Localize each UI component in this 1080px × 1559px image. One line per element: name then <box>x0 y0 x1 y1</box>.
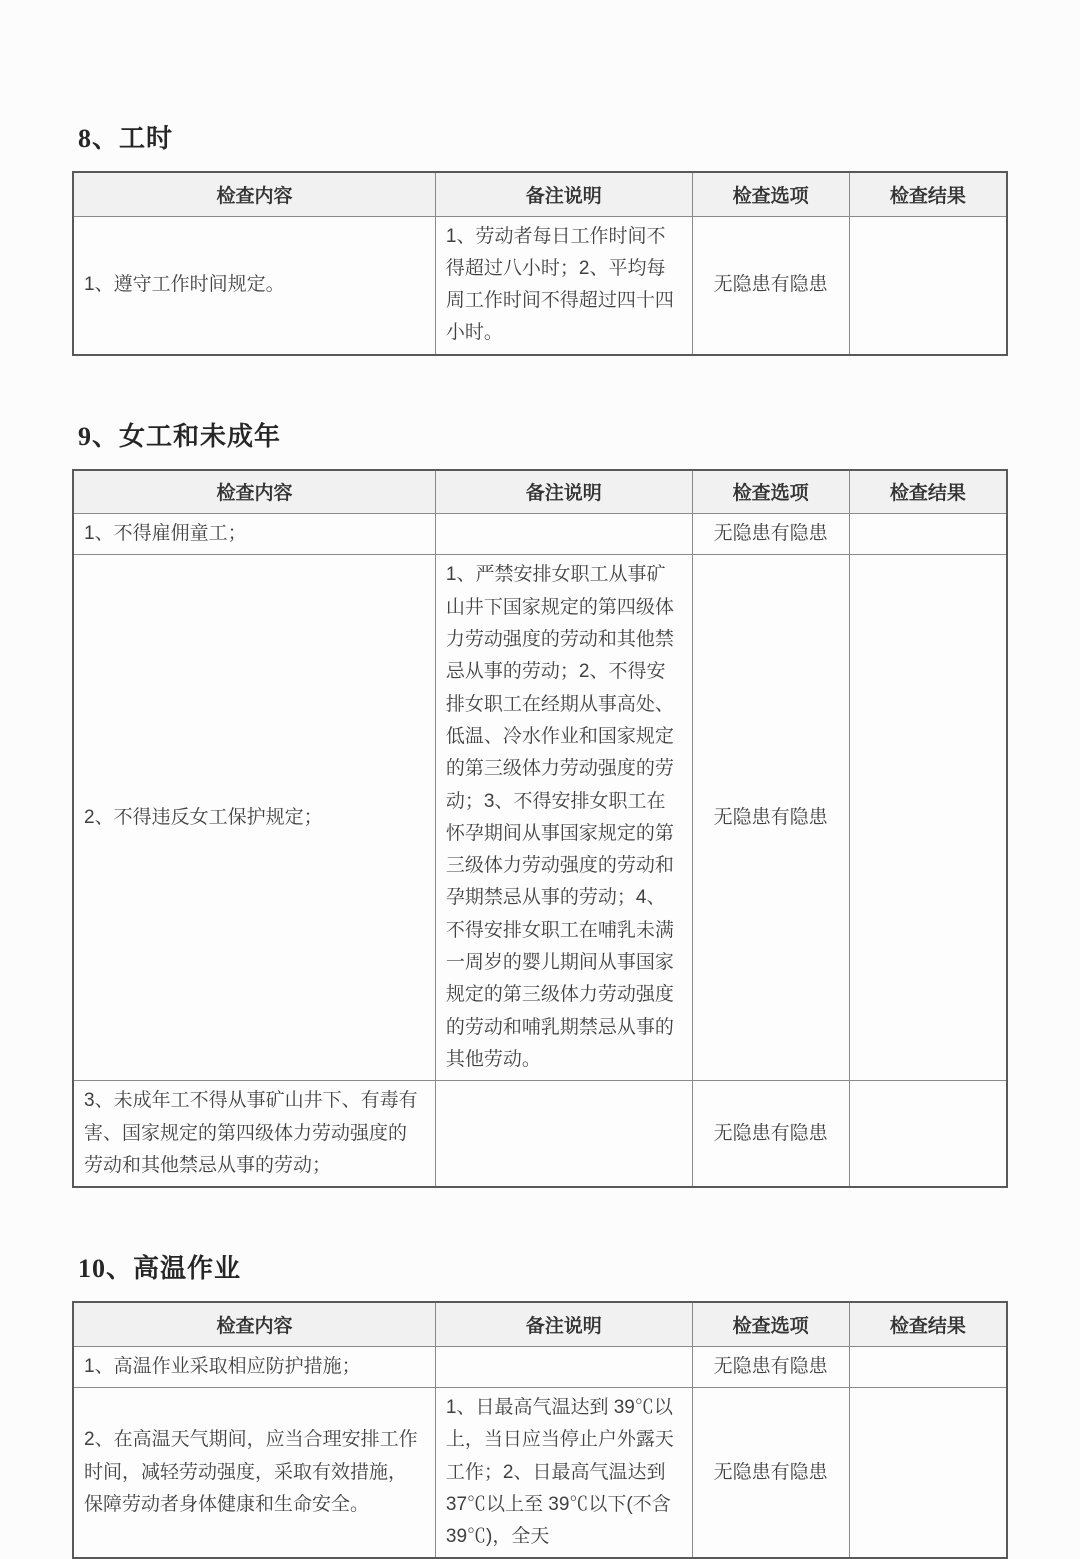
table-row <box>73 1346 1007 1387</box>
column-header-options: 检查选项 <box>692 1302 849 1346</box>
table-row <box>73 514 1007 555</box>
column-header-result: 检查结果 <box>849 1302 1007 1346</box>
column-header-options: 检查选项 <box>692 470 849 514</box>
cell-options: 无隐患有隐患 <box>692 1081 849 1187</box>
column-header-remark: 备注说明 <box>435 172 692 216</box>
column-header-content: 检查内容 <box>73 172 435 216</box>
cell-content: 2、在高温天气期间，应当合理安排工作时间，减轻劳动强度，采取有效措施，保障劳动者身体健康和生命安全。 <box>73 1387 435 1558</box>
cell-result <box>849 555 1007 1081</box>
cell-remark <box>435 1081 692 1187</box>
cell-content: 1、高温作业采取相应防护措施； <box>73 1346 435 1387</box>
checklist-table <box>72 469 1008 1188</box>
cell-result <box>849 1081 1007 1187</box>
cell-options: 无隐患有隐患 <box>692 514 849 555</box>
column-header-content: 检查内容 <box>73 470 435 514</box>
cell-remark <box>435 514 692 555</box>
checklist-table <box>72 1301 1008 1559</box>
checklist-table <box>72 171 1008 356</box>
table-row <box>73 1387 1007 1558</box>
cell-remark <box>435 1346 692 1387</box>
cell-content: 2、不得违反女工保护规定； <box>73 555 435 1081</box>
cell-remark: 1、日最高气温达到 39℃以上，当日应当停止户外露天工作；2、日最高气温达到 37℃以上至 39℃以下(不含 39℃)，全天 <box>435 1387 692 1558</box>
column-header-content: 检查内容 <box>73 1302 435 1346</box>
cell-options: 无隐患有隐患 <box>692 555 849 1081</box>
cell-options: 无隐患有隐患 <box>692 216 849 355</box>
column-header-result: 检查结果 <box>849 172 1007 216</box>
table-header-row <box>73 172 1007 216</box>
column-header-remark: 备注说明 <box>435 1302 692 1346</box>
column-header-options: 检查选项 <box>692 172 849 216</box>
table-row <box>73 555 1007 1081</box>
cell-remark: 1、劳动者每日工作时间不得超过八小时；2、平均每周工作时间不得超过四十四小时。 <box>435 216 692 355</box>
table-header-row <box>73 1302 1007 1346</box>
table-header-row <box>73 470 1007 514</box>
cell-options: 无隐患有隐患 <box>692 1346 849 1387</box>
cell-result <box>849 514 1007 555</box>
cell-result <box>849 1346 1007 1387</box>
column-header-result: 检查结果 <box>849 470 1007 514</box>
cell-content: 1、遵守工作时间规定。 <box>73 216 435 355</box>
section-title: 10、高温作业 <box>78 1254 242 1284</box>
table-row <box>73 1081 1007 1187</box>
cell-result <box>849 1387 1007 1558</box>
cell-result <box>849 216 1007 355</box>
column-header-remark: 备注说明 <box>435 470 692 514</box>
cell-remark: 1、严禁安排女职工从事矿山井下国家规定的第四级体力劳动强度的劳动和其他禁忌从事的劳动；2、不得安排女职工在经期从事高处、低温、冷水作业和国家规定的第三级体力劳动强度的劳动；3、不得安排女职工在怀孕期间从事国家规定的第三级体力劳动强度的劳动和孕期禁忌从事的劳动；4、不得安排女职工在哺乳未满一周岁的婴儿期间从事国家规定的第三级体力劳动强度的劳动和哺乳期禁忌从事的其他劳动。 <box>435 555 692 1081</box>
section-title: 9、女工和未成年 <box>78 421 282 451</box>
section-working-hours <box>72 118 1008 356</box>
cell-content: 1、不得雇佣童工； <box>73 514 435 555</box>
section-high-temperature-work <box>72 1248 1008 1559</box>
cell-options: 无隐患有隐患 <box>692 1387 849 1558</box>
cell-content: 3、未成年工不得从事矿山井下、有毒有害、国家规定的第四级体力劳动强度的劳动和其他禁忌从事的劳动； <box>73 1081 435 1187</box>
section-title: 8、工时 <box>78 124 174 153</box>
section-female-and-minor-workers <box>72 416 1008 1188</box>
table-row <box>73 216 1007 355</box>
